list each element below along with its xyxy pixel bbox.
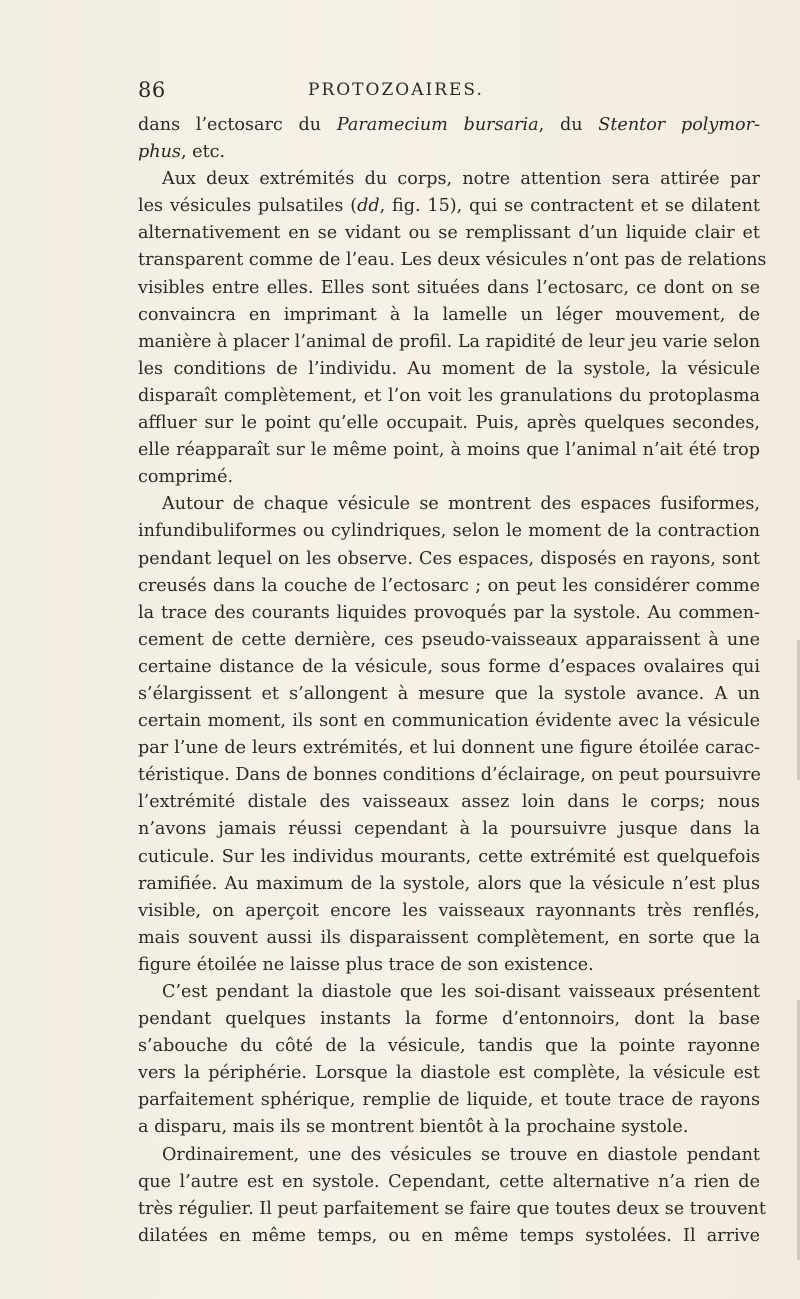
- text-line: pendant lequel on les observe. Ces espaces, disposés en rayons, sont: [138, 548, 760, 569]
- paragraph-start: C’est pendant la diastole que les soi-disant vaisseaux présentent: [162, 982, 760, 1002]
- text-line: alternativement en se vidant ou se remplissant d’un liquide clair et: [138, 223, 760, 244]
- page-header: [138, 78, 750, 104]
- text-line: cuticule. Sur les individus mourants, cette extrémité est quelquefois: [138, 846, 760, 867]
- paragraph-start: Autour de chaque vésicule se montrent des espaces fusiformes,: [162, 494, 760, 515]
- text-line: par l’une de leurs extrémités, et lui donnent une figure étoilée carac-: [138, 738, 760, 759]
- page-number: 86: [138, 78, 166, 102]
- text-line: l’extrémité distale des vaisseaux assez loin dans le corps; nous: [138, 792, 760, 813]
- text-line: parfaitement sphérique, remplie de liquide, et toute trace de rayons: [138, 1090, 760, 1111]
- text-line: très régulier. Il peut parfaitement se faire que toutes deux se trouvent: [138, 1198, 766, 1219]
- text-line: n’avons jamais réussi cependant à la poursuivre jusque dans la: [138, 819, 760, 840]
- text-line: a disparu, mais ils se montrent bientôt à la prochaine systole.: [138, 1117, 689, 1138]
- text-line: que l’autre est en systole. Cependant, cette alternative n’a rien de: [138, 1171, 760, 1192]
- text-line: la trace des courants liquides provoqués par la systole. Au commen-: [138, 602, 760, 623]
- text-line: transparent comme de l’eau. Les deux vésicules n’ont pas de relations: [138, 250, 767, 271]
- text-line: manière à placer l’animal de profil. La rapidité de leur jeu varie selon: [138, 331, 761, 352]
- text-line: vers la périphérie. Lorsque la diastole est complète, la vésicule est: [138, 1063, 760, 1084]
- text-line: visible, on aperçoit encore les vaisseaux rayonnants très renflés,: [138, 900, 760, 921]
- text-line: ramifiée. Au maximum de la systole, alors que la vésicule n’est plus: [138, 873, 760, 894]
- text-line: figure étoilée ne laisse plus trace de son existence.: [138, 954, 594, 975]
- text-line: s’élargissent et s’allongent à mesure que la systole avance. A un: [138, 683, 760, 704]
- text-line: elle réapparaît sur le même point, à moins que l’animal n’ait été trop: [138, 440, 760, 461]
- running-title: PROTOZOAIRES.: [308, 80, 484, 100]
- text-line: comprimé.: [138, 467, 234, 488]
- text-line: dilatées en même temps, ou en même temps systolées. Il arrive: [138, 1225, 760, 1246]
- text-line: les conditions de l’individu. Au moment de la systole, la vésicule: [138, 358, 760, 379]
- text-line: certain moment, ils sont en communication évidente avec la vésicule: [138, 711, 760, 732]
- text-line: téristique. Dans de bonnes conditions d’éclairage, on peut poursuivre: [138, 765, 761, 786]
- text-line: cement de cette dernière, ces pseudo-vaisseaux apparaissent à une: [138, 629, 760, 650]
- paragraph-start: Ordinairement, une des vésicules se trouve en diastole pendant: [162, 1144, 760, 1165]
- text-line: phus, etc.: [138, 142, 226, 163]
- text-line: certaine distance de la vésicule, sous forme d’espaces ovalaires qui: [138, 656, 760, 677]
- text-line: mais souvent aussi ils disparaissent complètement, en sorte que la: [138, 927, 760, 948]
- paragraph-start: Aux deux extrémités du corps, notre attention sera attirée par: [162, 169, 760, 190]
- text-line: s’abouche du côté de la vésicule, tandis que la pointe rayonne: [138, 1036, 760, 1057]
- text-line: visibles entre elles. Elles sont situées dans l’ectosarc, ce dont on se: [138, 277, 760, 298]
- text-line: affluer sur le point qu’elle occupait. Puis, après quelques secondes,: [138, 413, 760, 434]
- text-line: creusés dans la couche de l’ectosarc ; on peut les considérer comme: [138, 575, 760, 596]
- text-line: pendant quelques instants la forme d’entonnoirs, dont la base: [138, 1009, 760, 1030]
- body-text: [138, 112, 767, 1250]
- text-line: dans l’ectosarc du Paramecium bursaria, du Stentor polymor-: [138, 115, 760, 135]
- text-line: infundibuliformes ou cylindriques, selon le moment de la contraction: [138, 521, 760, 542]
- text-line: les vésicules pulsatiles (dd, fig. 15), qui se contractent et se dilatent: [138, 196, 760, 217]
- text-line: convaincra en imprimant à la lamelle un léger mouvement, de: [138, 304, 760, 325]
- text-line: disparaît complètement, et l’on voit les granulations du protoplasma: [138, 385, 760, 406]
